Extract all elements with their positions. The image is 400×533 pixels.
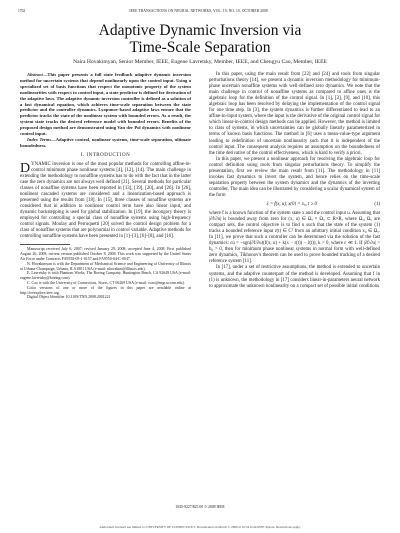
equation-expression: ẋ = f(x, u), x(0) = x₀, t ≥ 0 — [266, 201, 317, 207]
body-paragraph-3: where f is a known function of the system state x and the control input u. Assuming that |∂f/∂u| is bounded away from zero for (x, u) ∈ Ωₓ × Ωᵤ ⊂ R×R, where Ωₓ, Ωᵤ are compact sets, the control objective is to find u such that the state of the system (1) tracks a bounded reference input r(t) ∈ C¹ from an arbitrary initial condition x₀ ∈ Ωₓ. In [11], we prove that such a controller can be determined via the solution of the fast dynamics: εu̇ = −sgn(∂f/∂u)(f(x, u) + k(x − r(t)) − ṙ(t)), k > 0, where ε ≪ 1. If |∂f/∂u| > b₀ > 0, then for minimum phase nonlinear systems in normal form with well-defined zero dynamics, Tikhonov's theorem can be used to prove bounded tracking of a desired reference system [11]. — [209, 211, 380, 265]
equation-number: (1) — [374, 201, 380, 207]
equation-1 — [209, 202, 380, 208]
running-header — [18, 9, 382, 17]
footnote-author-3: C. Cao is with the University of Connecticut, Storrs, CT 06269 USA (e-mail: ccao@engr.uconn.edu). — [27, 281, 185, 286]
journal-header: IEEE TRANSACTIONS ON NEURAL NETWORKS, VOL. 19, NO. 10, OCTOBER 2008 — [129, 9, 268, 13]
page-number: 1702 — [18, 9, 26, 13]
right-column — [209, 72, 380, 290]
footnote-author-2: E. Lavretsky is with Phantom Works, The Boeing Company, Huntington Beach, CA 92649 USA (e-mail: eugene.lavretsky@boeing.com). — [20, 271, 191, 281]
title-line-1: Adaptive Dynamic Inversion via — [98, 22, 302, 39]
body-paragraph-1: In this paper, using the main result from [22] and [24] and tools from singular perturbations theory [14], we present a dynamic inversion methodology for minimum-phase uncertain nonaffine systems with well-defined zero dynamics. We note that the main challenge in control of nonaffine systems as compared to affine ones is the algebraic loop for the definition of the control signal. In [1], [2], [9], and [10], this algebraic loop has been resolved by delaying the implementation of the control signal for one time step. In [3], the system dynamics is further differentiated to lead to an affine-in-input system, where the input is the derivative of the original control signal for which linear-in-control design methods can be applied. However, the method is limited to class of systems, in which uncertainties can be globally linearly parameterized in terms of known basis functions. The method in [6] uses a mean-value-type argument leading to redefinition of uncertain nonlinearity such that it is independent of the control input. The consequent analysis requires an assumption on the boundedness of the time derivative of the control effectiveness, which is hard to verify a priori. — [209, 72, 380, 156]
index-terms-text: Adaptive control, nonlinear systems, time-scale separation, ultimate boundedness. — [20, 136, 191, 148]
download-notice: Authorized licensed use limited to: UNIVERSITY OF CONNECTICUT. Downloaded on March 5, 2009 at 10:34 from IEEE Xplore. Restrictions apply. — [99, 525, 301, 529]
footnote-doi: Digital Object Identifier 10.1109/TNN.2008.2001221 — [27, 295, 111, 300]
author-list: Naira Hovakimyan, Senior Member, IEEE, Eugene Lavretsky, Member, IEEE, and Chengyu Cao, Member, IEEE — [73, 59, 327, 65]
intro-paragraph — [20, 162, 191, 241]
body-paragraph-4: In [17], under a set of restrictive assumptions, the method is extended to uncertain systems, and the adaptive counterpart of the method is developed. Assuming that f in (1) is unknown, the methodology in [17] considers linear-in-parameters neural network to approximate the unknown nonlinearity on a compact set of possible initial conditions — [209, 265, 380, 289]
footnote-divider — [20, 244, 70, 245]
footnote-color: Color versions of one or more of the figures in this paper are available online at http://ieeexplore.ieee.org. — [20, 285, 191, 295]
abstract-text: This paper presents a full state feedback adaptive dynamic inversion method for uncertain systems that depend nonlinearly upon the control input. Using a specialized set of basis functions that respect the monotonic property of the system nonlinearities with respect to control input, a state predictor is defined for derivation of the adaptive laws. The adaptive dynamic inversion controller is defined as a solution of a fast dynamical equation, which achieves time-scale separation between the state predictor and the controller dynamics. Lyapunov-based adaptive laws ensure that the predictor tracks the state of the nonlinear system with bounded errors. As a result, the system state tracks the desired reference model with bounded errors. Benefits of the proposed design method are demonstrated using Van der Pol dynamics with nonlinear control input. — [20, 72, 191, 137]
body-paragraph-2: In this paper, we present a nonlinear approach for resolving the algebraic loop for control definition using tools from singular perturbations theory. To simplify the presentation, first we review the main result from [11]. The methodology in [11] invokes fast dynamics to invert the system, and hence relies on the time-scale separation property between the system dynamics and the dynamics of the inverting controller. The main idea can be illustrated by considering a scalar dynamical system of the form — [209, 156, 380, 198]
drop-cap: D — [20, 160, 31, 176]
abstract — [20, 72, 191, 137]
footnote-author-1: N. Hovakimyan is with the Department of Mechanical Science and Engineering of University of Illinois at Urbana-Champaign, Urbana, IL 61801 USA (e-mail: nhovakim@illinois.edu). — [20, 261, 191, 271]
section-heading: I. INTRODUCTION — [80, 152, 131, 158]
title-line-2: Time-Scale Separation — [129, 39, 271, 56]
index-terms-label: Index Terms— — [27, 136, 56, 142]
intro-text: YNAMIC inversion is one of the most popular methods for controlling affine-in-control minimum phase nonlinear systems [4], [12], [14]. The main challenge in extending the methodology to nonaffine systems has to do with the fact that in the latter case the zero dynamics are not always well defined [21]. Several methods for particular classes of nonaffine systems have been reported in [13], [19], [20], and [26]. In [26], nonlinear cascaded systems are considered and a linearization-based approach is presented using the results from [18]. In [15], three classes of nonaffine systems are considered that in addition to nonlinear control term have also linear input, and dynamic backstepping is used for global stabilization. In [19], the incongory theory is employed for controlling a special class of nonaffine systems using high-frequency control signals. Moulay and Perruquetti [20] solved the control design problem for a class of nonaffine systems that are polynomial in control variable. Adaptive methods for controlling nonaffine systems have been presented in [1]–[3], [6]–[8], and [16]. — [20, 161, 191, 240]
copyright-footer: 1045-9227/$25.00 © 2008 IEEE — [175, 505, 225, 509]
index-terms — [20, 137, 191, 149]
paper-title — [0, 22, 400, 56]
abstract-label: Abstract— — [27, 72, 48, 77]
footnote-manuscript: Manuscript received July 6, 2007; revised January 29, 2008; accepted June 4, 2008. First published August 26, 2008; current version published October 8, 2008. This work was supported by the United States Air Force under Contracts FA9550-05-1-0157 and FA9550-04-C-0047. — [20, 247, 191, 262]
left-column — [20, 72, 191, 300]
